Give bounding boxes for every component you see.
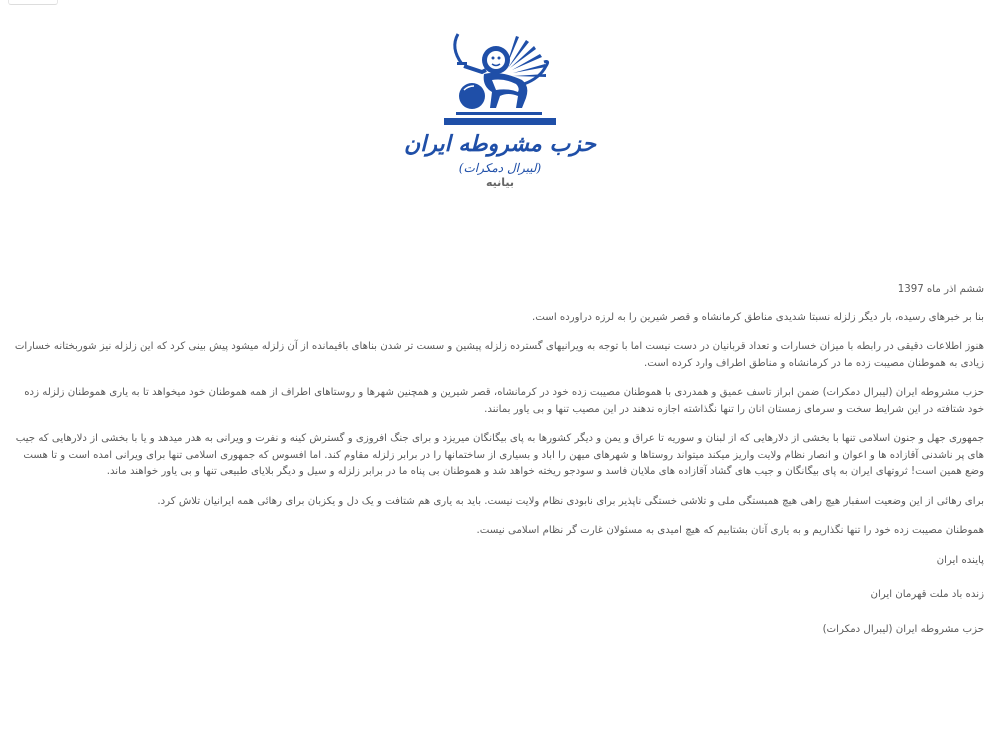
statement-paragraph: جمهوری جهل و جنون اسلامی تنها با بخشی از دلارهایی که از لبنان و سوریه تا عراق و یمن و دیگر کشورها به پای بیگانگان میریزد و برای جنگ افروزی و گسترش کینه و نفرت و ویرانی به هدر میدهد و یا با بخشی از دلارهایی که جیب های پر ناشدنی آقازاده ها و اعوان و انصار نظام ولایت واریز میکند میتواند روستاها و شهرهای میهن را اباد و بسیاری از ساختمانها را در برابر زلزله مقاوم کند. اما افسوس که جمهوری اسلامی تنها برای ویرانی امده است و تا هست وضع همین است! ثروتهای ایران به پای بیگانگان و جیب های گشاد آقازاده های ملایان فاسد و سودجو ریخته خواهد شد و هموطنان بی پناه ما در برابر زلزله و سیل و دیگر بلایای طبیعی تنها و بی یاور خواهند ماند. [15, 433, 984, 477]
closing-party-signature: حزب مشروطه ایران (لیبرال دمکرات) [822, 623, 984, 635]
statement-paragraph: هموطنان مصیبت زده خود را تنها نگذاریم و به یاری آنان بشتابیم که هیچ امیدی به مسئولان غارت گر نظام اسلامی نیست. [476, 525, 984, 536]
statement-paragraph: حزب مشروطه ایران (لیبرال دمکرات) ضمن ابراز تاسف عمیق و همدردی با هموطنان مصیبت زده خود در کرمانشاه، قصر شیرین و همچنین شهرها و روستاهای اطراف از همه هموطنان خود میخواهد تا به یاری هموطنان زلزله زده خود شتافته در این شرایط سخت و سرمای زمستان انان را تنها نگذاشته اجازه ندهند در این مصیب تنها و بی یاور بمانند. [24, 387, 984, 415]
statement-paragraph: هنوز اطلاعات دقیقی در رابطه با میزان خسارات و تعداد قربانیان در دست نیست اما با توجه به ویرانیهای گسترده زلزله پیشین و سست تر شدن بناهای باقیمانده از آن زلزله میشود پیش بینی کرد که این زلزله نیز شوربختانه خسارات زیادی به هموطنان مصیبت زده ما در کرمانشاه و مناطق اطراف وارد کرده است. [14, 341, 984, 369]
letterhead [400, 26, 600, 190]
statement-paragraph: برای رهائی از این وضعیت اسفبار هیچ راهی هیچ همبستگی ملی و تلاشی خستگی ناپذیر برای نابودی نظام ولایت نیست. باید به یاری هم شتافت و یک دل و یکزبان برای رهائی همه ایرانیان تلاش کرد. [157, 495, 984, 507]
corner-artifact [8, 0, 58, 5]
statement-body [14, 282, 984, 656]
statement-paragraph: بنا بر خبرهای رسیده، بار دیگر زلزله نسبتا شدیدی مناطق کرمانشاه و قصر شیرین را به لرزه دراورده است. [532, 311, 984, 323]
lion-and-sun-logo [430, 26, 570, 126]
closing-long-live-iran: پاینده ایران [936, 554, 984, 566]
document-type: بیانیه [485, 176, 515, 189]
statement-date: ششم اذر ماه 1397 [897, 284, 984, 295]
party-subtitle: (لیبرال دمکرات) [458, 161, 542, 175]
party-name: حزب مشروطه ایران [404, 131, 596, 157]
closing-long-live-nation: زنده باد ملت قهرمان ایران [870, 589, 984, 600]
